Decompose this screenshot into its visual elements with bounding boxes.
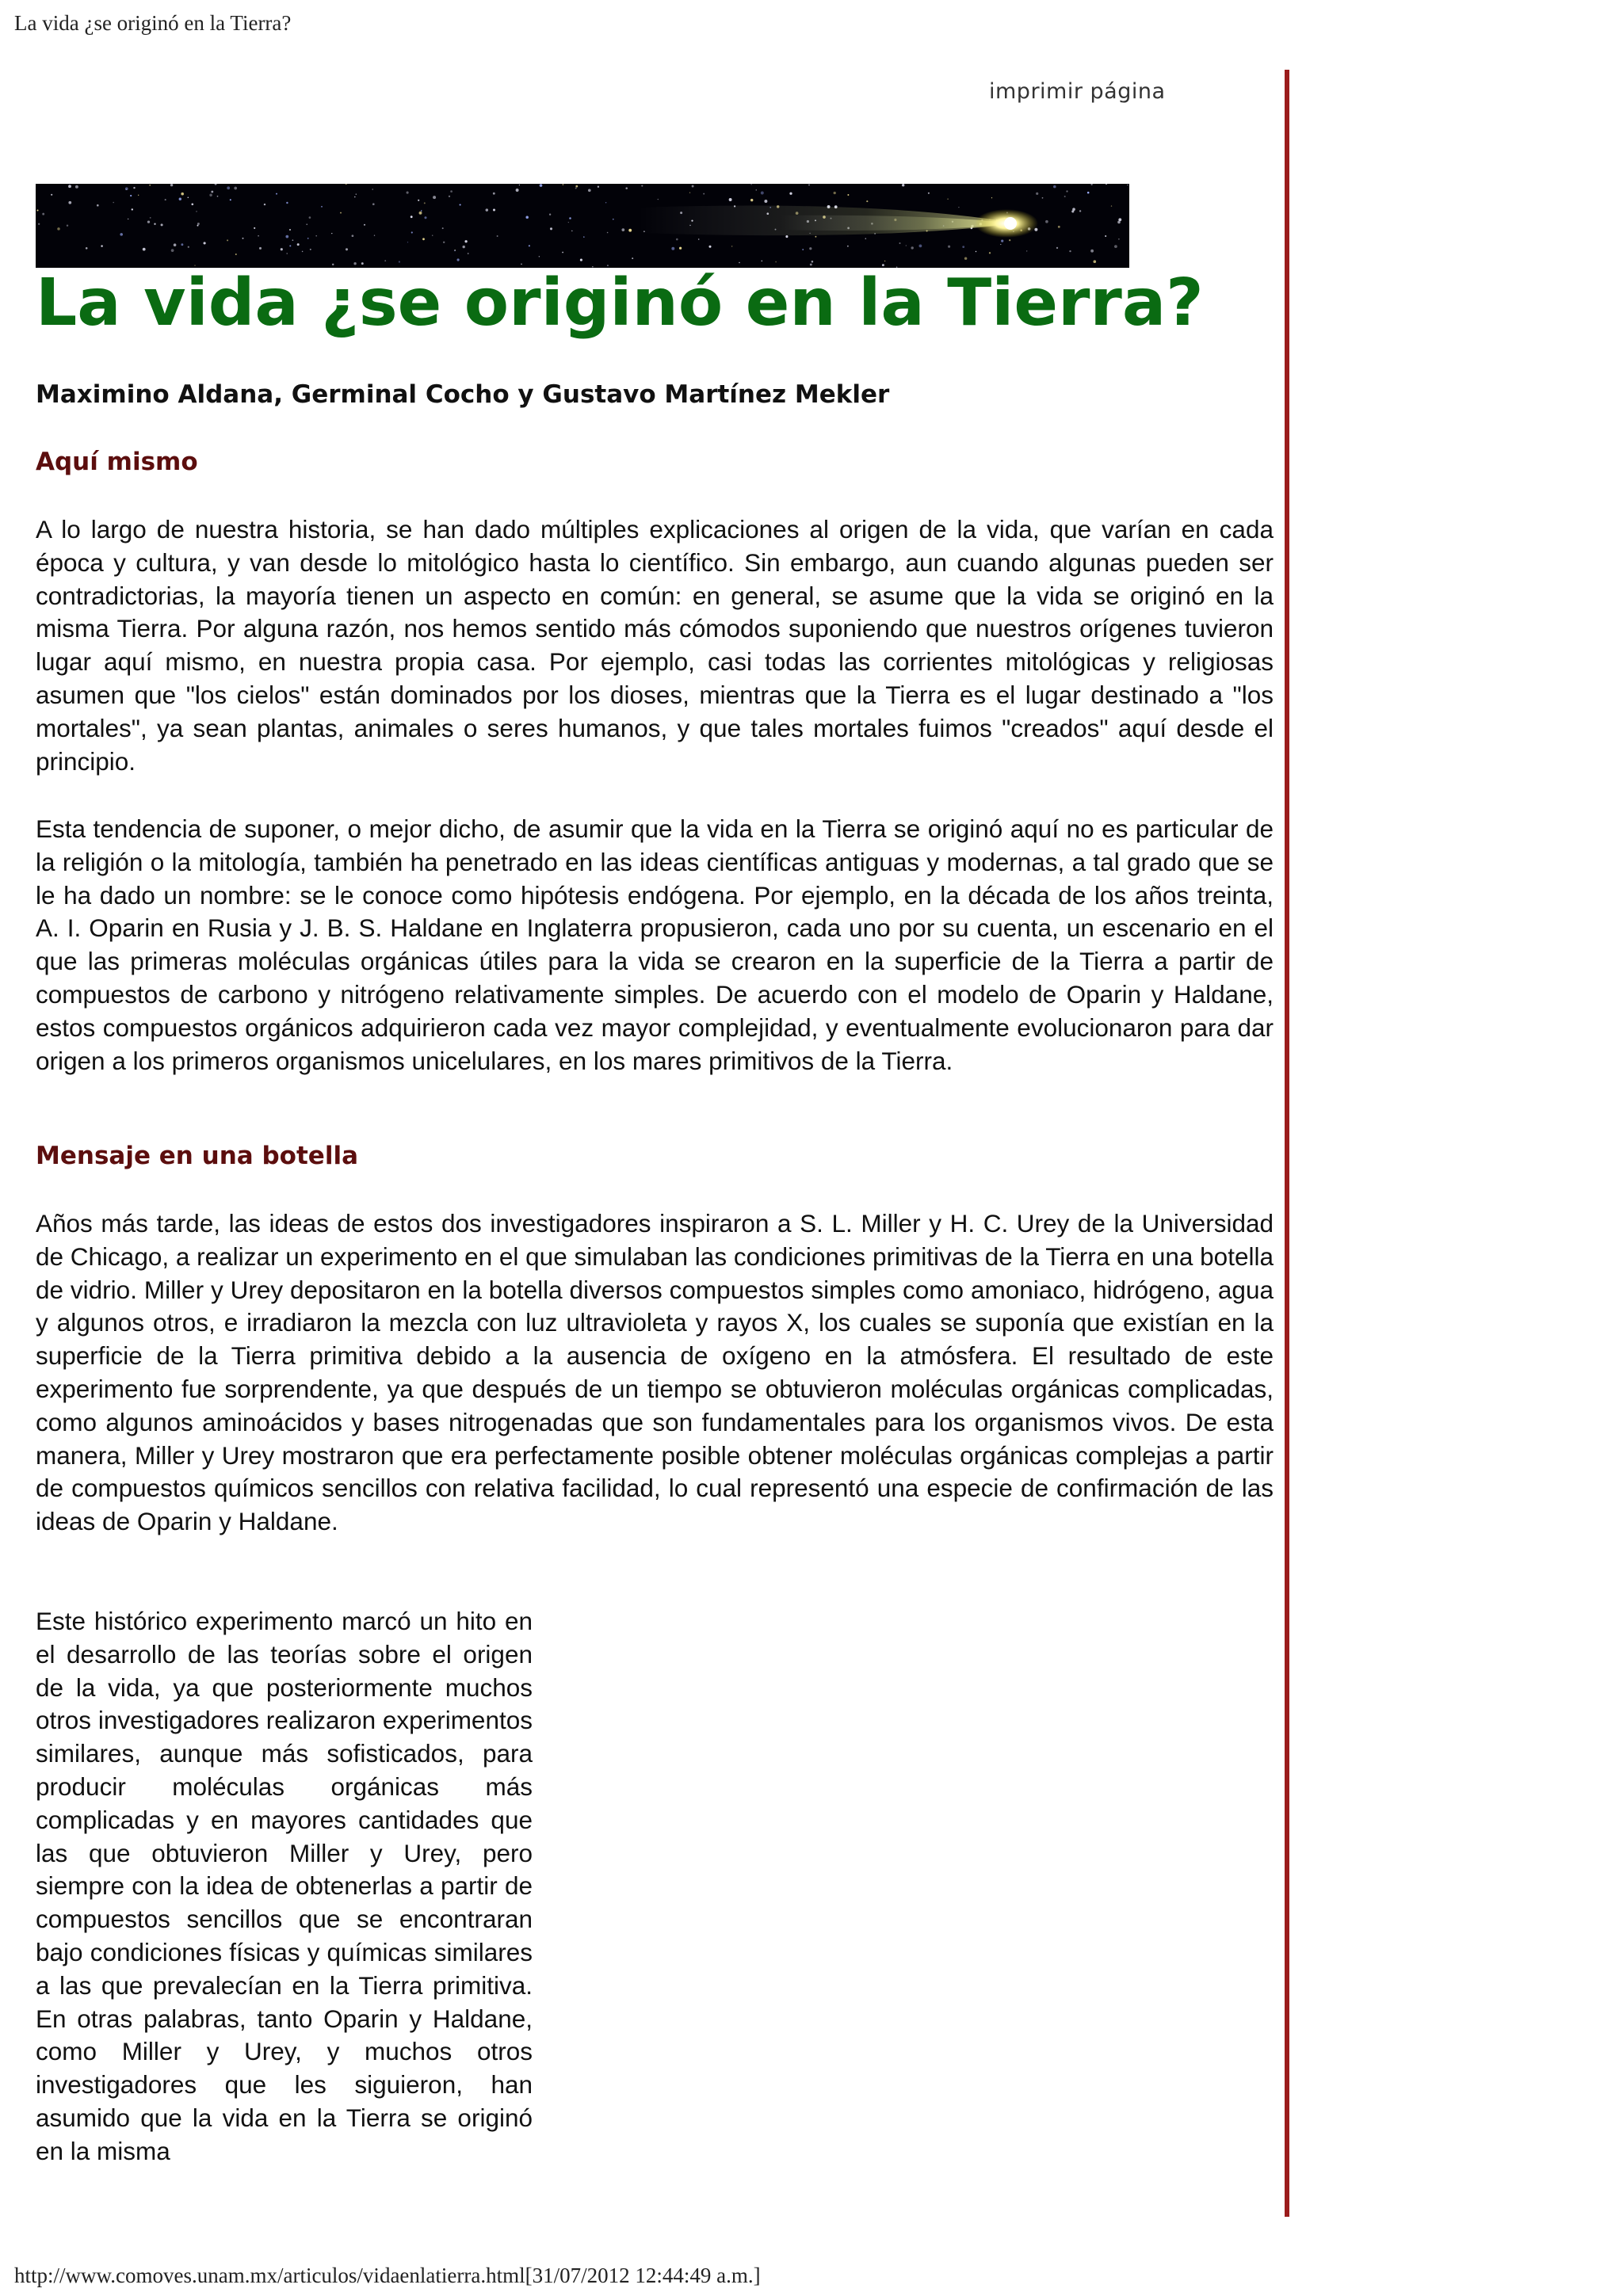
star <box>562 252 563 254</box>
star <box>605 202 606 203</box>
star <box>67 224 68 226</box>
star <box>1026 250 1027 251</box>
star <box>264 204 265 205</box>
star <box>331 233 332 234</box>
star <box>315 235 317 237</box>
star <box>575 185 578 188</box>
star <box>1087 192 1090 194</box>
star <box>418 200 419 201</box>
star <box>309 216 311 219</box>
star <box>756 189 757 190</box>
star <box>1090 184 1092 185</box>
star <box>571 231 573 232</box>
star <box>761 192 764 195</box>
star <box>132 208 133 210</box>
star <box>310 249 311 250</box>
star <box>138 195 139 196</box>
star <box>1111 205 1112 206</box>
star <box>847 246 849 247</box>
star <box>161 223 163 226</box>
star <box>625 187 628 189</box>
star <box>658 199 659 200</box>
star <box>171 249 174 252</box>
star <box>442 227 444 229</box>
star <box>486 208 488 211</box>
star <box>234 187 237 190</box>
star <box>188 246 189 248</box>
star <box>411 215 413 218</box>
star <box>51 194 52 196</box>
star <box>516 189 519 192</box>
star <box>197 225 199 227</box>
star <box>460 204 461 205</box>
star <box>632 257 633 259</box>
star <box>808 184 810 185</box>
star <box>230 199 231 200</box>
star <box>289 245 291 246</box>
star <box>421 210 422 212</box>
star <box>419 212 422 215</box>
star <box>764 200 767 203</box>
star <box>340 212 342 214</box>
star <box>989 252 991 254</box>
star <box>209 193 212 196</box>
star <box>181 193 184 196</box>
star <box>36 209 38 211</box>
star <box>802 249 804 250</box>
star <box>493 208 495 211</box>
article-paragraph: A lo largo de nuestra historia, se han dado múltiples explicaciones al origen de la vida, que varían en cada época y cultura, y van desde lo mitológico hasta lo científico. Sin embargo, aun cuando algunas pueden ser contradictorias, la mayoría tienen un aspecto en común: en general, se asume que la vida se originó en la misma Tierra. Por alguna razón, nos hemos sentido más cómodos suponiendo que nuestros orígenes tuvieron lugar aquí mismo, en nuestra propia casa. Por ejemplo, casi todas las corrientes mitológicas y religiosas asumen que "los cielos" están dominados por los dioses, mientras que la Tierra es el lugar destinado a "los mortales", ya sean plantas, animales o seres humanos, y que tales mortales fuimos "creados" aquí desde el principio. <box>36 515 1274 776</box>
star <box>463 246 465 248</box>
star <box>345 184 346 185</box>
star <box>1069 250 1071 252</box>
star <box>454 250 456 251</box>
star <box>1042 197 1044 199</box>
star <box>607 232 609 234</box>
star <box>354 196 356 198</box>
star <box>865 238 867 239</box>
star <box>321 206 323 208</box>
star <box>569 217 571 219</box>
star <box>259 247 262 250</box>
star <box>285 235 288 238</box>
star <box>731 246 733 247</box>
star <box>188 197 189 199</box>
right-divider-rule <box>1285 70 1289 2217</box>
article-paragraph: Años más tarde, las ideas de estos dos investigadores inspiraron a S. L. Miller y H. C. Urey de la Universidad de Chicago, a realizar un experimento en el que simulaban las condiciones primitivas de la Tierra en una botella de vidrio. Miller y Urey depositaron en la botella diversos compuestos simples como amoniaco, hidrógeno, agua y algunos otros, e irradiaron la mezcla con luz ultravioleta y rayos X, los cuales se suponía que existían en la superficie de la Tierra primitiva debido a la ausencia de oxígeno en la atmósfera. El resultado de este experimento fue sorprendente, ya que después de un tiempo se obtuvieron moléculas orgánicas complicadas, como algunos aminoácidos y bases nitrogenadas que son fundamentales para los organismos vivos. De esta manera, Miller y Urey mostraron que era perfectamente posible obtener moléculas orgánicas complejas a partir de compuestos químicos sencillos con relativa facilidad, lo cual representó una especie de confirmación de las ideas de Oparin y Haldane. <box>36 1209 1274 1536</box>
star <box>1056 247 1058 249</box>
star <box>424 202 426 204</box>
star <box>1000 244 1001 245</box>
star <box>464 240 467 242</box>
section-heading-aqui-mismo: Aquí mismo <box>36 448 198 476</box>
star <box>179 198 181 200</box>
star <box>539 256 540 257</box>
star <box>911 246 913 249</box>
star <box>235 254 237 255</box>
star <box>809 247 812 250</box>
star <box>671 247 674 250</box>
star <box>120 233 123 236</box>
star <box>286 202 288 204</box>
star <box>181 243 183 246</box>
star <box>364 224 365 226</box>
star <box>588 189 591 192</box>
star <box>676 238 678 241</box>
print-page-link[interactable]: imprimir página <box>989 79 1166 104</box>
star <box>449 196 450 197</box>
star <box>847 194 849 196</box>
star <box>698 238 700 240</box>
star <box>540 184 543 187</box>
star <box>906 245 907 246</box>
star <box>352 235 354 237</box>
star <box>1053 185 1056 189</box>
star <box>174 243 177 246</box>
star <box>97 204 99 207</box>
star <box>258 235 259 237</box>
star <box>947 198 949 200</box>
star <box>372 203 375 205</box>
star <box>703 193 705 195</box>
star <box>450 190 453 193</box>
star <box>424 216 426 219</box>
star <box>68 201 71 204</box>
star <box>165 199 166 200</box>
page-title: La vida ¿se originó en la Tierra? <box>36 265 1204 341</box>
star <box>302 251 304 253</box>
star <box>147 220 150 223</box>
star <box>1105 235 1106 237</box>
star <box>346 248 348 250</box>
star <box>525 215 529 219</box>
star <box>57 227 60 231</box>
star <box>598 186 599 188</box>
star <box>1118 238 1120 240</box>
star <box>962 246 964 248</box>
star <box>281 248 283 250</box>
star <box>575 188 577 189</box>
star <box>1079 210 1081 212</box>
star <box>708 246 711 248</box>
comet-illustration <box>36 184 1129 268</box>
browser-page-url: http://www.comoves.unam.mx/articulos/vidaenlatierra.html[31/07/2012 12:44:49 a.m.] <box>14 2264 761 2287</box>
star <box>68 185 71 188</box>
star <box>679 247 682 250</box>
star <box>443 242 445 243</box>
star <box>1064 196 1066 197</box>
star <box>133 187 135 189</box>
star <box>991 197 992 198</box>
star <box>374 235 375 236</box>
star <box>297 243 300 246</box>
star <box>866 200 868 202</box>
star <box>197 223 200 225</box>
article-paragraph: Este histórico experimento marcó un hito en el desarrollo de las teorías sobre el origen de la vida, ya que posteriormente muchos otros investigadores realizaron experimentos similares, aunque más sofisticados, para producir moléculas orgánicas más complicadas y en mayores cantidades que las que obtuvieron Miller y Urey, pero siempre con la idea de obtenerlas a partir de compuestos sencillos que se encontraran bajo condiciones físicas y químicas similares a las que prevalecían en la Tierra primitiva. En otras palabras, tanto Oparin y Haldane, como Miller y Urey, y muchos otros investigadores que les siguieron, han asumido que la vida en la Tierra se originó en la misma <box>36 1607 533 2165</box>
star <box>356 193 357 195</box>
star <box>834 192 836 194</box>
star <box>411 231 413 233</box>
star <box>101 245 102 246</box>
star <box>196 211 197 212</box>
star <box>789 193 792 195</box>
star <box>204 242 206 244</box>
star <box>422 238 425 240</box>
star <box>493 193 495 195</box>
star <box>1118 218 1121 221</box>
star <box>529 245 530 246</box>
star <box>42 213 44 215</box>
star <box>292 239 294 241</box>
article-paragraph: Esta tendencia de suponer, o mejor dicho, de asumir que la vida en la Tierra se originó aquí no es particular de la religión o la mitología, también ha penetrado en las ideas científicas antiguas y modernas, a tal grado que se le ha dado un nombre: se le conoce como hipótesis endógena. Por ejemplo, en la década de los años treinta, A. I. Oparin en Rusia y J. B. S. Haldane en Inglaterra propusieron, cada uno por su cuenta, un escenario en el que las primeras moléculas orgánicas útiles para la vida se crearon en la superficie de la Tierra a partir de compuestos de carbono y nitrógeno relativamente simples. De acuerdo con el modelo de Oparin y Haldane, estos compuestos orgánicos adquirieron cada vez mayor complejidad, y eventualmente evolucionaron para dar origen a los primeros organismos unicelulares, en los mares primitivos de la Tierra. <box>36 814 1274 1075</box>
star <box>958 207 959 208</box>
star <box>38 223 40 225</box>
section-heading-mensaje-en-una-botella: Mensaje en una botella <box>36 1142 358 1170</box>
star <box>899 242 901 244</box>
star <box>1009 239 1010 241</box>
star <box>568 222 569 223</box>
star <box>902 184 904 186</box>
browser-page-title: La vida ¿se originó en la Tierra? <box>14 11 292 35</box>
star <box>1071 210 1074 212</box>
star <box>1090 250 1094 253</box>
star <box>641 185 643 187</box>
star <box>191 203 193 205</box>
star <box>1066 190 1067 192</box>
star <box>227 186 230 189</box>
star <box>217 196 219 197</box>
star <box>125 187 128 190</box>
star <box>276 193 277 195</box>
comet-banner-image <box>36 184 1129 268</box>
star <box>170 184 173 186</box>
star <box>628 229 632 232</box>
star <box>1001 239 1003 242</box>
star <box>948 246 950 248</box>
star <box>75 185 78 189</box>
star <box>289 229 291 231</box>
star <box>227 239 228 241</box>
star <box>692 185 694 188</box>
star <box>150 217 151 219</box>
star <box>563 184 564 185</box>
star <box>815 236 816 238</box>
star <box>143 248 146 251</box>
star <box>86 247 88 250</box>
star <box>113 202 114 204</box>
star <box>1114 245 1117 248</box>
star <box>919 245 922 248</box>
star <box>621 228 624 231</box>
star <box>407 192 409 194</box>
star <box>286 253 288 254</box>
star <box>307 238 309 239</box>
article-authors: Maximino Aldana, Germinal Cocho y Gustavo Martínez Mekler <box>36 380 890 409</box>
star <box>1058 226 1060 228</box>
star <box>1045 220 1048 223</box>
star <box>549 214 551 215</box>
star <box>433 196 436 199</box>
star <box>550 227 552 230</box>
star <box>211 191 213 193</box>
star <box>729 198 732 201</box>
star <box>1036 193 1038 195</box>
star <box>468 253 469 254</box>
star <box>497 235 498 237</box>
star <box>750 199 753 201</box>
star <box>928 193 930 194</box>
star <box>583 236 585 238</box>
star <box>785 235 788 238</box>
star <box>215 184 217 185</box>
star <box>130 195 132 196</box>
star <box>613 219 614 220</box>
star <box>154 223 155 225</box>
star <box>750 184 751 185</box>
star <box>149 185 151 186</box>
star <box>242 238 244 239</box>
star <box>254 227 255 229</box>
